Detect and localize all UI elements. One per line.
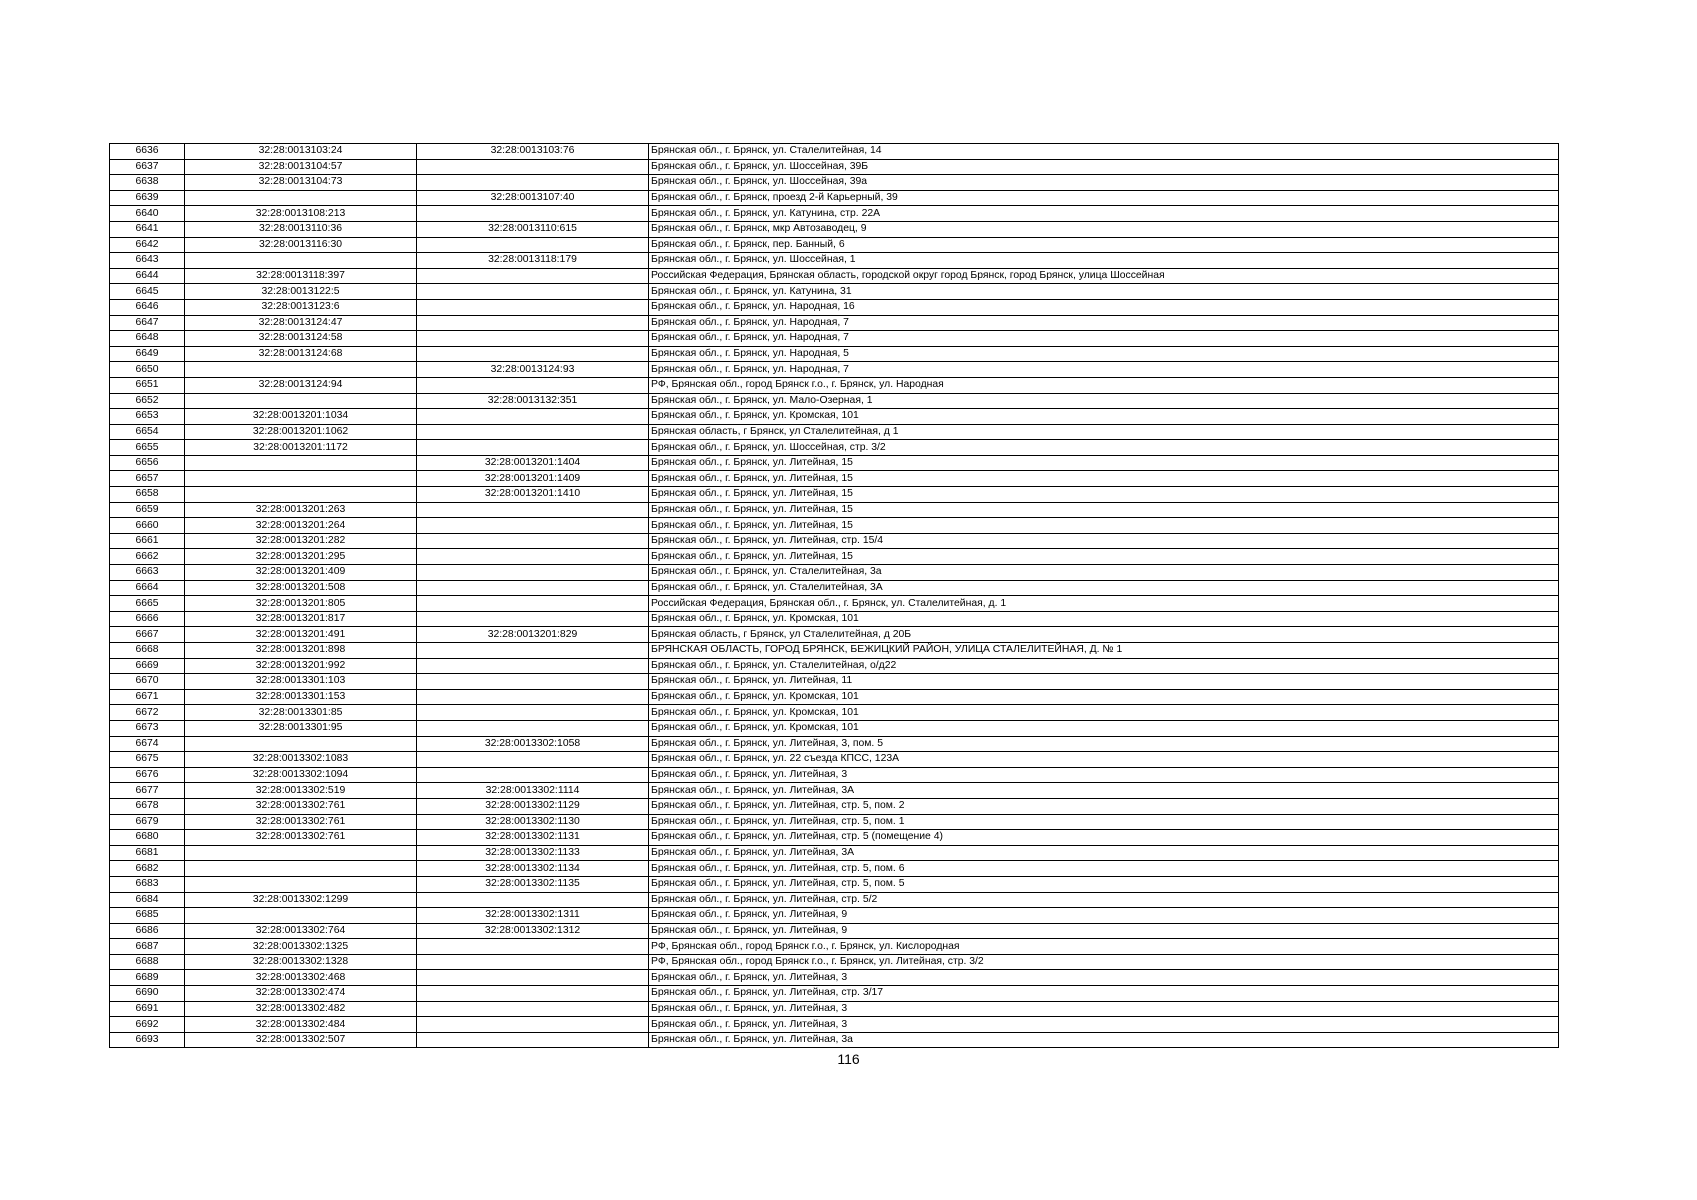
building-cadastral-number-cell: 32:28:0013302:1130	[417, 814, 649, 830]
row-number-cell: 6656	[110, 455, 185, 471]
table-row	[110, 908, 1559, 924]
row-number-cell: 6676	[110, 767, 185, 783]
building-cadastral-number-cell	[417, 752, 649, 768]
row-number-cell: 6664	[110, 580, 185, 596]
land-cadastral-number-cell: 32:28:0013124:47	[185, 315, 417, 331]
row-number-cell: 6685	[110, 908, 185, 924]
row-number-cell: 6681	[110, 845, 185, 861]
row-number-cell: 6666	[110, 611, 185, 627]
table-row	[110, 284, 1559, 300]
building-cadastral-number-cell	[417, 986, 649, 1002]
address-cell: Брянская обл., г. Брянск, ул. Литейная, стр. 5 (помещение 4)	[649, 830, 1559, 846]
row-number-cell: 6650	[110, 362, 185, 378]
land-cadastral-number-cell: 32:28:0013123:6	[185, 299, 417, 315]
building-cadastral-number-cell	[417, 674, 649, 690]
table-row	[110, 580, 1559, 596]
land-cadastral-number-cell: 32:28:0013201:409	[185, 565, 417, 581]
building-cadastral-number-cell	[417, 315, 649, 331]
building-cadastral-number-cell	[417, 409, 649, 425]
land-cadastral-number-cell: 32:28:0013103:24	[185, 144, 417, 160]
table-row	[110, 253, 1559, 269]
land-cadastral-number-cell: 32:28:0013201:264	[185, 518, 417, 534]
address-cell: Российская Федерация, Брянская обл., г. Брянск, ул. Сталелитейная, д. 1	[649, 596, 1559, 612]
address-cell: Брянская обл., г. Брянск, ул. Литейная, 15	[649, 471, 1559, 487]
row-number-cell: 6673	[110, 720, 185, 736]
land-cadastral-number-cell	[185, 471, 417, 487]
table-row	[110, 221, 1559, 237]
address-cell: Брянская обл., г. Брянск, ул. Литейная, стр. 15/4	[649, 533, 1559, 549]
building-cadastral-number-cell	[417, 1032, 649, 1048]
building-cadastral-number-cell	[417, 159, 649, 175]
address-cell: Брянская обл., г. Брянск, ул. Литейная, 9	[649, 923, 1559, 939]
land-cadastral-number-cell: 32:28:0013301:103	[185, 674, 417, 690]
row-number-cell: 6641	[110, 221, 185, 237]
table-row	[110, 362, 1559, 378]
building-cadastral-number-cell	[417, 892, 649, 908]
building-cadastral-number-cell	[417, 767, 649, 783]
row-number-cell: 6643	[110, 253, 185, 269]
row-number-cell: 6672	[110, 705, 185, 721]
land-cadastral-number-cell: 32:28:0013124:94	[185, 377, 417, 393]
land-cadastral-number-cell	[185, 845, 417, 861]
address-cell: Брянская обл., г. Брянск, ул. Литейная, 15	[649, 487, 1559, 503]
row-number-cell: 6667	[110, 627, 185, 643]
land-cadastral-number-cell: 32:28:0013301:85	[185, 705, 417, 721]
row-number-cell: 6657	[110, 471, 185, 487]
table-row	[110, 346, 1559, 362]
row-number-cell: 6655	[110, 440, 185, 456]
table-row	[110, 939, 1559, 955]
table-row	[110, 565, 1559, 581]
address-cell: Брянская обл., г. Брянск, ул. Кромская, 101	[649, 720, 1559, 736]
building-cadastral-number-cell: 32:28:0013302:1134	[417, 861, 649, 877]
row-number-cell: 6668	[110, 643, 185, 659]
table-body	[110, 144, 1559, 1048]
building-cadastral-number-cell: 32:28:0013302:1058	[417, 736, 649, 752]
table-row	[110, 206, 1559, 222]
building-cadastral-number-cell: 32:28:0013302:1133	[417, 845, 649, 861]
building-cadastral-number-cell	[417, 954, 649, 970]
address-cell: Брянская обл., г. Брянск, ул. Литейная, 3	[649, 970, 1559, 986]
address-cell: РФ, Брянская обл., город Брянск г.о., г. Брянск, ул. Кислородная	[649, 939, 1559, 955]
row-number-cell: 6692	[110, 1017, 185, 1033]
land-cadastral-number-cell: 32:28:0013201:1062	[185, 424, 417, 440]
building-cadastral-number-cell	[417, 331, 649, 347]
address-cell: Брянская обл., г. Брянск, ул. Сталелитейная, 3А	[649, 580, 1559, 596]
row-number-cell: 6653	[110, 409, 185, 425]
address-cell: Брянская обл., г. Брянск, ул. Литейная, 3, пом. 5	[649, 736, 1559, 752]
row-number-cell: 6636	[110, 144, 185, 160]
building-cadastral-number-cell	[417, 970, 649, 986]
row-number-cell: 6646	[110, 299, 185, 315]
row-number-cell: 6684	[110, 892, 185, 908]
table-row	[110, 1017, 1559, 1033]
building-cadastral-number-cell	[417, 1017, 649, 1033]
building-cadastral-number-cell	[417, 206, 649, 222]
table-row	[110, 611, 1559, 627]
address-cell: Брянская обл., г. Брянск, ул. Народная, 7	[649, 315, 1559, 331]
table-row	[110, 237, 1559, 253]
land-cadastral-number-cell: 32:28:0013302:764	[185, 923, 417, 939]
land-cadastral-number-cell: 32:28:0013302:761	[185, 830, 417, 846]
table-row	[110, 643, 1559, 659]
row-number-cell: 6689	[110, 970, 185, 986]
table-row	[110, 502, 1559, 518]
land-cadastral-number-cell: 32:28:0013201:508	[185, 580, 417, 596]
row-number-cell: 6644	[110, 268, 185, 284]
row-number-cell: 6686	[110, 923, 185, 939]
table-row	[110, 970, 1559, 986]
building-cadastral-number-cell	[417, 533, 649, 549]
land-cadastral-number-cell: 32:28:0013201:1034	[185, 409, 417, 425]
building-cadastral-number-cell: 32:28:0013103:76	[417, 144, 649, 160]
address-cell: Брянская обл., г. Брянск, ул. Народная, 5	[649, 346, 1559, 362]
address-cell: Брянская обл., г. Брянск, проезд 2-й Карьерный, 39	[649, 190, 1559, 206]
page-number: 116	[837, 1051, 860, 1067]
table-row	[110, 861, 1559, 877]
land-cadastral-number-cell: 32:28:0013201:992	[185, 658, 417, 674]
building-cadastral-number-cell: 32:28:0013132:351	[417, 393, 649, 409]
row-number-cell: 6639	[110, 190, 185, 206]
land-cadastral-number-cell: 32:28:0013201:263	[185, 502, 417, 518]
land-cadastral-number-cell: 32:28:0013110:36	[185, 221, 417, 237]
building-cadastral-number-cell	[417, 299, 649, 315]
land-cadastral-number-cell	[185, 487, 417, 503]
land-cadastral-number-cell: 32:28:0013302:484	[185, 1017, 417, 1033]
row-number-cell: 6661	[110, 533, 185, 549]
building-cadastral-number-cell	[417, 689, 649, 705]
table-row	[110, 1001, 1559, 1017]
row-number-cell: 6645	[110, 284, 185, 300]
address-cell: Брянская область, г Брянск, ул Сталелитейная, д 1	[649, 424, 1559, 440]
building-cadastral-number-cell	[417, 377, 649, 393]
building-cadastral-number-cell: 32:28:0013124:93	[417, 362, 649, 378]
table-row	[110, 892, 1559, 908]
building-cadastral-number-cell: 32:28:0013201:1410	[417, 487, 649, 503]
building-cadastral-number-cell	[417, 440, 649, 456]
row-number-cell: 6679	[110, 814, 185, 830]
land-cadastral-number-cell: 32:28:0013302:507	[185, 1032, 417, 1048]
land-cadastral-number-cell: 32:28:0013302:1325	[185, 939, 417, 955]
land-cadastral-number-cell: 32:28:0013302:1299	[185, 892, 417, 908]
row-number-cell: 6680	[110, 830, 185, 846]
row-number-cell: 6663	[110, 565, 185, 581]
land-cadastral-number-cell	[185, 190, 417, 206]
row-number-cell: 6687	[110, 939, 185, 955]
address-cell: Брянская обл., г. Брянск, ул. Сталелитейная, о/д22	[649, 658, 1559, 674]
table-row	[110, 409, 1559, 425]
table-row	[110, 159, 1559, 175]
table-row	[110, 424, 1559, 440]
building-cadastral-number-cell	[417, 175, 649, 191]
building-cadastral-number-cell	[417, 596, 649, 612]
building-cadastral-number-cell: 32:28:0013302:1135	[417, 876, 649, 892]
address-cell: Брянская обл., г. Брянск, ул. Литейная, стр. 5, пом. 5	[649, 876, 1559, 892]
address-cell: Брянская обл., г. Брянск, ул. Шоссейная, 39а	[649, 175, 1559, 191]
row-number-cell: 6670	[110, 674, 185, 690]
land-cadastral-number-cell	[185, 876, 417, 892]
land-cadastral-number-cell: 32:28:0013201:491	[185, 627, 417, 643]
table-row	[110, 1032, 1559, 1048]
table-row	[110, 440, 1559, 456]
address-cell: Брянская обл., г. Брянск, ул. Шоссейная, 39Б	[649, 159, 1559, 175]
address-cell: Брянская обл., г. Брянск, ул. Литейная, 11	[649, 674, 1559, 690]
table-row	[110, 175, 1559, 191]
table-row	[110, 455, 1559, 471]
table-row	[110, 767, 1559, 783]
address-cell: Брянская обл., г. Брянск, ул. Народная, 7	[649, 362, 1559, 378]
address-cell: Брянская обл., г. Брянск, мкр Автозаводец, 9	[649, 221, 1559, 237]
address-cell: Брянская обл., г. Брянск, ул. Литейная, 3	[649, 1017, 1559, 1033]
address-cell: Российская Федерация, Брянская область, городской округ город Брянск, город Брянск, улица Шоссейная	[649, 268, 1559, 284]
land-cadastral-number-cell: 32:28:0013201:282	[185, 533, 417, 549]
row-number-cell: 6678	[110, 798, 185, 814]
table-row	[110, 752, 1559, 768]
table-row	[110, 518, 1559, 534]
building-cadastral-number-cell: 32:28:0013118:179	[417, 253, 649, 269]
row-number-cell: 6688	[110, 954, 185, 970]
address-cell: Брянская обл., г. Брянск, ул. Кромская, 101	[649, 705, 1559, 721]
table-row	[110, 736, 1559, 752]
table-row	[110, 596, 1559, 612]
land-cadastral-number-cell: 32:28:0013201:805	[185, 596, 417, 612]
table-row	[110, 190, 1559, 206]
table-row	[110, 674, 1559, 690]
row-number-cell: 6675	[110, 752, 185, 768]
building-cadastral-number-cell	[417, 1001, 649, 1017]
building-cadastral-number-cell: 32:28:0013201:1409	[417, 471, 649, 487]
building-cadastral-number-cell: 32:28:0013302:1129	[417, 798, 649, 814]
land-cadastral-number-cell: 32:28:0013124:58	[185, 331, 417, 347]
table-row	[110, 268, 1559, 284]
table-row	[110, 954, 1559, 970]
address-cell: Брянская обл., г. Брянск, ул. Шоссейная, 1	[649, 253, 1559, 269]
building-cadastral-number-cell: 32:28:0013302:1312	[417, 923, 649, 939]
address-cell: Брянская область, г Брянск, ул Сталелитейная, д 20Б	[649, 627, 1559, 643]
address-cell: БРЯНСКАЯ ОБЛАСТЬ, ГОРОД БРЯНСК, БЕЖИЦКИЙ РАЙОН, УЛИЦА СТАЛЕЛИТЕЙНАЯ, Д. № 1	[649, 643, 1559, 659]
row-number-cell: 6648	[110, 331, 185, 347]
land-cadastral-number-cell	[185, 253, 417, 269]
address-cell: Брянская обл., г. Брянск, ул. Литейная, стр. 5/2	[649, 892, 1559, 908]
row-number-cell: 6660	[110, 518, 185, 534]
address-cell: Брянская обл., г. Брянск, ул. Мало-Озерная, 1	[649, 393, 1559, 409]
land-cadastral-number-cell: 32:28:0013302:1328	[185, 954, 417, 970]
row-number-cell: 6658	[110, 487, 185, 503]
row-number-cell: 6662	[110, 549, 185, 565]
table-row	[110, 845, 1559, 861]
row-number-cell: 6637	[110, 159, 185, 175]
row-number-cell: 6682	[110, 861, 185, 877]
building-cadastral-number-cell: 32:28:0013201:829	[417, 627, 649, 643]
address-cell: Брянская обл., г. Брянск, ул. Литейная, 3	[649, 767, 1559, 783]
address-cell: Брянская обл., г. Брянск, ул. Литейная, стр. 3/17	[649, 986, 1559, 1002]
address-cell: Брянская обл., г. Брянск, ул. Литейная, 15	[649, 502, 1559, 518]
building-cadastral-number-cell	[417, 643, 649, 659]
land-cadastral-number-cell: 32:28:0013301:95	[185, 720, 417, 736]
table-row	[110, 377, 1559, 393]
address-cell: Брянская обл., г. Брянск, ул. Народная, 7	[649, 331, 1559, 347]
address-cell: Брянская обл., г. Брянск, ул. Катунина, стр. 22А	[649, 206, 1559, 222]
address-cell: Брянская обл., г. Брянск, ул. Кромская, 101	[649, 611, 1559, 627]
address-cell: Брянская обл., г. Брянск, ул. Литейная, 3	[649, 1001, 1559, 1017]
row-number-cell: 6651	[110, 377, 185, 393]
row-number-cell: 6671	[110, 689, 185, 705]
row-number-cell: 6669	[110, 658, 185, 674]
table-row	[110, 315, 1559, 331]
address-cell: Брянская обл., г. Брянск, ул. Сталелитейная, 3а	[649, 565, 1559, 581]
address-cell: Брянская обл., г. Брянск, ул. Литейная, 3А	[649, 845, 1559, 861]
row-number-cell: 6659	[110, 502, 185, 518]
land-cadastral-number-cell: 32:28:0013201:898	[185, 643, 417, 659]
row-number-cell: 6677	[110, 783, 185, 799]
building-cadastral-number-cell: 32:28:0013107:40	[417, 190, 649, 206]
cadastral-table	[109, 143, 1559, 1048]
table-row	[110, 986, 1559, 1002]
land-cadastral-number-cell: 32:28:0013302:474	[185, 986, 417, 1002]
building-cadastral-number-cell	[417, 268, 649, 284]
building-cadastral-number-cell	[417, 658, 649, 674]
building-cadastral-number-cell	[417, 346, 649, 362]
land-cadastral-number-cell	[185, 908, 417, 924]
address-cell: Брянская обл., г. Брянск, ул. Шоссейная, стр. 3/2	[649, 440, 1559, 456]
land-cadastral-number-cell: 32:28:0013302:468	[185, 970, 417, 986]
building-cadastral-number-cell	[417, 518, 649, 534]
building-cadastral-number-cell	[417, 720, 649, 736]
address-cell: Брянская обл., г. Брянск, ул. Кромская, 101	[649, 409, 1559, 425]
address-cell: Брянская обл., г. Брянск, ул. Литейная, стр. 5, пом. 6	[649, 861, 1559, 877]
land-cadastral-number-cell: 32:28:0013201:817	[185, 611, 417, 627]
row-number-cell: 6640	[110, 206, 185, 222]
table-row	[110, 658, 1559, 674]
land-cadastral-number-cell: 32:28:0013302:761	[185, 814, 417, 830]
address-cell: Брянская обл., г. Брянск, ул. Литейная, 9	[649, 908, 1559, 924]
land-cadastral-number-cell	[185, 861, 417, 877]
land-cadastral-number-cell	[185, 362, 417, 378]
address-cell: Брянская обл., г. Брянск, ул. Литейная, стр. 5, пом. 2	[649, 798, 1559, 814]
building-cadastral-number-cell: 32:28:0013110:615	[417, 221, 649, 237]
row-number-cell: 6654	[110, 424, 185, 440]
table-row	[110, 830, 1559, 846]
row-number-cell: 6665	[110, 596, 185, 612]
address-cell: Брянская обл., г. Брянск, ул. Литейная, 15	[649, 455, 1559, 471]
building-cadastral-number-cell	[417, 424, 649, 440]
land-cadastral-number-cell: 32:28:0013118:397	[185, 268, 417, 284]
building-cadastral-number-cell	[417, 580, 649, 596]
table-row	[110, 331, 1559, 347]
land-cadastral-number-cell: 32:28:0013108:213	[185, 206, 417, 222]
address-cell: РФ, Брянская обл., город Брянск г.о., г. Брянск, ул. Литейная, стр. 3/2	[649, 954, 1559, 970]
building-cadastral-number-cell	[417, 549, 649, 565]
land-cadastral-number-cell: 32:28:0013302:1094	[185, 767, 417, 783]
table-row	[110, 876, 1559, 892]
row-number-cell: 6693	[110, 1032, 185, 1048]
building-cadastral-number-cell	[417, 611, 649, 627]
table-row	[110, 299, 1559, 315]
row-number-cell: 6674	[110, 736, 185, 752]
table-row	[110, 549, 1559, 565]
land-cadastral-number-cell: 32:28:0013104:57	[185, 159, 417, 175]
land-cadastral-number-cell: 32:28:0013201:1172	[185, 440, 417, 456]
address-cell: Брянская обл., г. Брянск, пер. Банный, 6	[649, 237, 1559, 253]
land-cadastral-number-cell	[185, 736, 417, 752]
building-cadastral-number-cell: 32:28:0013302:1311	[417, 908, 649, 924]
land-cadastral-number-cell: 32:28:0013122:5	[185, 284, 417, 300]
row-number-cell: 6649	[110, 346, 185, 362]
building-cadastral-number-cell: 32:28:0013201:1404	[417, 455, 649, 471]
land-cadastral-number-cell: 32:28:0013301:153	[185, 689, 417, 705]
row-number-cell: 6690	[110, 986, 185, 1002]
land-cadastral-number-cell: 32:28:0013302:482	[185, 1001, 417, 1017]
table-row	[110, 923, 1559, 939]
table-row	[110, 798, 1559, 814]
building-cadastral-number-cell	[417, 705, 649, 721]
building-cadastral-number-cell	[417, 502, 649, 518]
building-cadastral-number-cell	[417, 237, 649, 253]
table-row	[110, 705, 1559, 721]
row-number-cell: 6642	[110, 237, 185, 253]
address-cell: РФ, Брянская обл., город Брянск г.о., г. Брянск, ул. Народная	[649, 377, 1559, 393]
table-row	[110, 144, 1559, 160]
building-cadastral-number-cell	[417, 565, 649, 581]
row-number-cell: 6691	[110, 1001, 185, 1017]
address-cell: Брянская обл., г. Брянск, ул. Литейная, 3а	[649, 1032, 1559, 1048]
land-cadastral-number-cell: 32:28:0013116:30	[185, 237, 417, 253]
table-row	[110, 814, 1559, 830]
row-number-cell: 6638	[110, 175, 185, 191]
row-number-cell: 6652	[110, 393, 185, 409]
land-cadastral-number-cell: 32:28:0013124:68	[185, 346, 417, 362]
address-cell: Брянская обл., г. Брянск, ул. Литейная, стр. 5, пом. 1	[649, 814, 1559, 830]
land-cadastral-number-cell: 32:28:0013302:1083	[185, 752, 417, 768]
address-cell: Брянская обл., г. Брянск, ул. 22 съезда КПСС, 123А	[649, 752, 1559, 768]
address-cell: Брянская обл., г. Брянск, ул. Литейная, 15	[649, 549, 1559, 565]
building-cadastral-number-cell	[417, 284, 649, 300]
building-cadastral-number-cell: 32:28:0013302:1114	[417, 783, 649, 799]
table-row	[110, 393, 1559, 409]
table-row	[110, 689, 1559, 705]
address-cell: Брянская обл., г. Брянск, ул. Катунина, 31	[649, 284, 1559, 300]
building-cadastral-number-cell: 32:28:0013302:1131	[417, 830, 649, 846]
table-row	[110, 533, 1559, 549]
address-cell: Брянская обл., г. Брянск, ул. Сталелитейная, 14	[649, 144, 1559, 160]
row-number-cell: 6683	[110, 876, 185, 892]
address-cell: Брянская обл., г. Брянск, ул. Литейная, 3А	[649, 783, 1559, 799]
land-cadastral-number-cell: 32:28:0013302:519	[185, 783, 417, 799]
land-cadastral-number-cell	[185, 455, 417, 471]
land-cadastral-number-cell: 32:28:0013302:761	[185, 798, 417, 814]
land-cadastral-number-cell	[185, 393, 417, 409]
table-row	[110, 783, 1559, 799]
land-cadastral-number-cell: 32:28:0013201:295	[185, 549, 417, 565]
table-row	[110, 471, 1559, 487]
address-cell: Брянская обл., г. Брянск, ул. Народная, 16	[649, 299, 1559, 315]
address-cell: Брянская обл., г. Брянск, ул. Кромская, 101	[649, 689, 1559, 705]
land-cadastral-number-cell: 32:28:0013104:73	[185, 175, 417, 191]
table-row	[110, 487, 1559, 503]
building-cadastral-number-cell	[417, 939, 649, 955]
table-row	[110, 627, 1559, 643]
row-number-cell: 6647	[110, 315, 185, 331]
table-row	[110, 720, 1559, 736]
address-cell: Брянская обл., г. Брянск, ул. Литейная, 15	[649, 518, 1559, 534]
